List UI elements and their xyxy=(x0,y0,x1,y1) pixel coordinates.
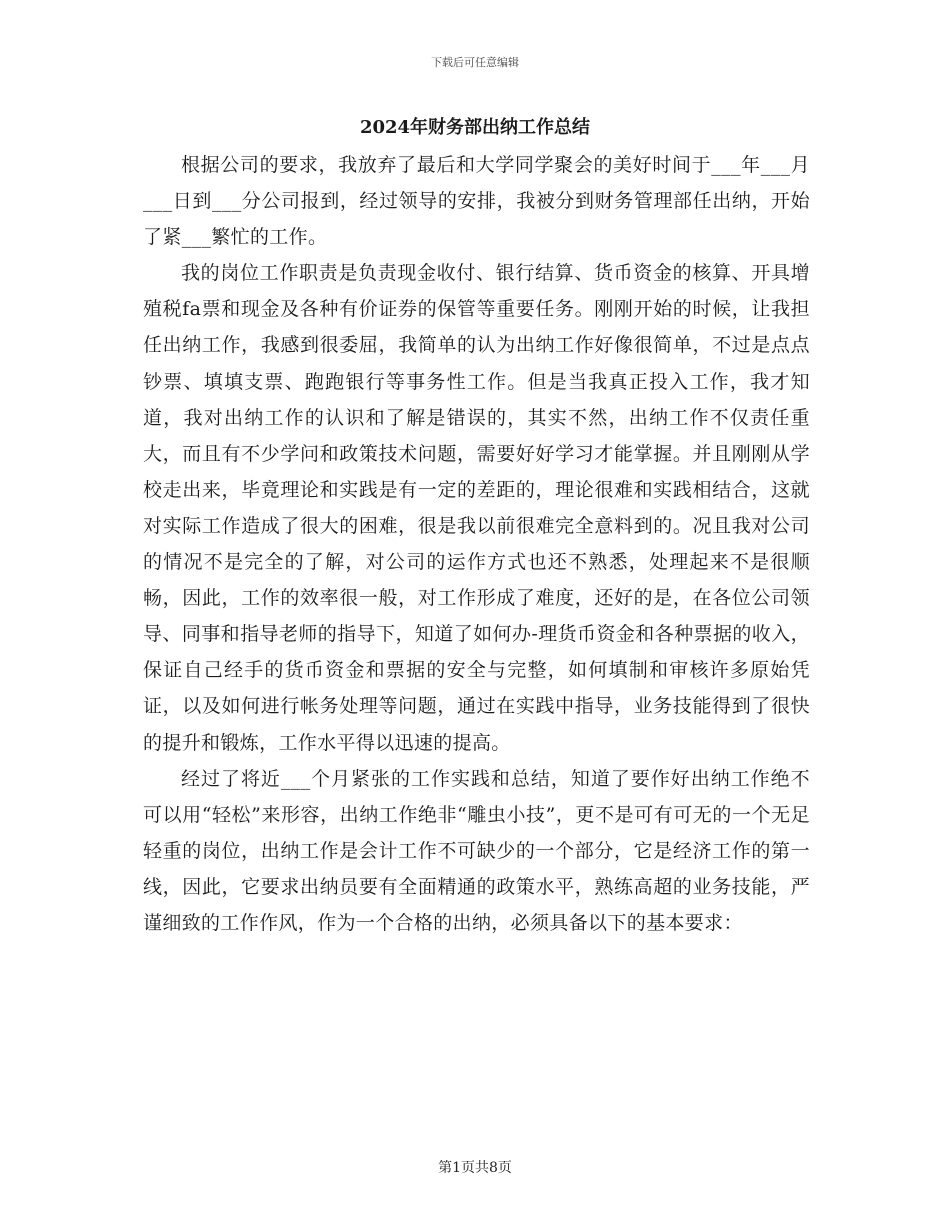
document-body xyxy=(143,147,810,941)
page-number: 第1页共8页 xyxy=(438,1160,512,1176)
paragraph-duties: 我的岗位工作职责是负责现金收付、银行结算、货币资金的核算、开具增殖税fa票和现金及各种有价证券的保管等重要任务。刚刚开始的时候，让我担任出纳工作，我感到很委屈，我简单的认为出纳工作好像很简单，不过是点点钞票、填填支票、跑跑银行等事务性工作。但是当我真正投入工作，我才知道，我对出纳工作的认识和了解是错误的，其实不然，出纳工作不仅责任重大，而且有不少学问和政策技术问题，需要好好学习才能掌握。并且刚刚从学校走出来，毕竟理论和实践是有一定的差距的，理论很难和实践相结合，这就对实际工作造成了很大的困难，很是我以前很难完全意料到的。况且我对公司的情况不是完全的了解，对公司的运作方式也还不熟悉，处理起来不是很顺畅，因此，工作的效率很一般，对工作形成了难度，还好的是，在各位公司领导、同事和指导老师的指导下，知道了如何办-理货币资金和各种票据的收入，保证自己经手的货币资金和票据的安全与完整，如何填制和审核许多原始凭证，以及如何进行帐务处理等问题，通过在实践中指导，业务技能得到了很快的提升和锻炼，工作水平得以迅速的提高。 xyxy=(143,262,810,754)
page-header-note: 下载后可任意编辑 xyxy=(431,56,519,69)
paragraph-intro: 根据公司的要求，我放弃了最后和大学同学聚会的美好时间于___年___月___日到___分公司报到，经过领导的安排，我被分到财务管理部任出纳，开始了紧___繁忙的工作。 xyxy=(143,154,810,249)
paragraph-requirements: 经过了将近___个月紧张的工作实践和总结，知道了要作好出纳工作绝不可以用“轻松”来形容，出纳工作绝非“雕虫小技”，更不是可有可无的一个无足轻重的岗位，出纳工作是会计工作不可缺少的一个部分，它是经济工作的第一线，因此，它要求出纳员要有全面精通的政策水平，熟练高超的业务技能，严谨细致的工作作风，作为一个合格的出纳，必须具备以下的基本要求： xyxy=(143,767,810,934)
page-title: 2024年财务部出纳工作总结 xyxy=(359,117,591,138)
